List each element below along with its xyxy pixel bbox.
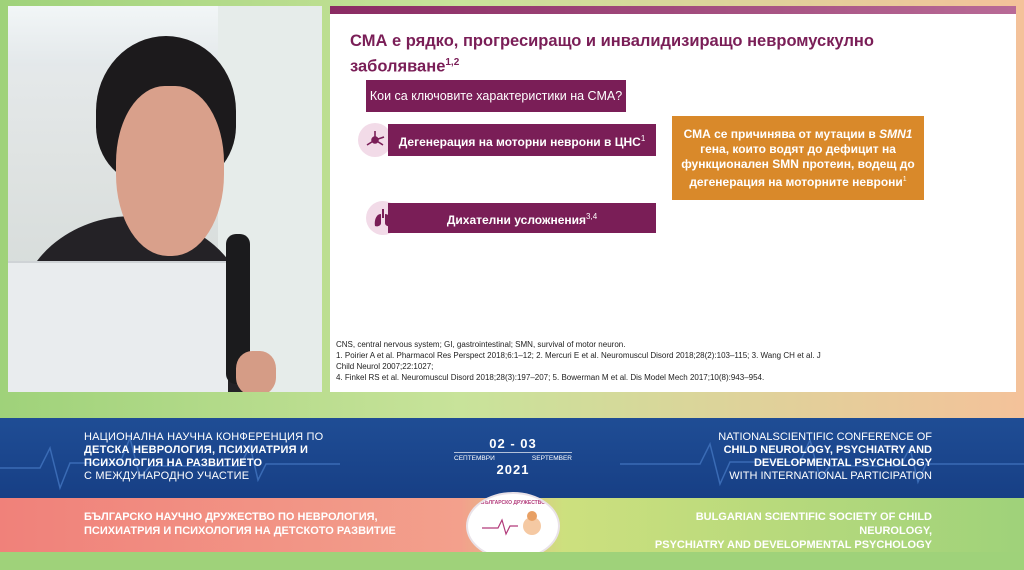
- banner-line: DEVELOPMENTAL PSYCHOLOGY: [753, 457, 932, 469]
- society-name-en: [622, 510, 932, 552]
- bottom-strip: [0, 552, 1024, 570]
- cause-box: [672, 116, 924, 200]
- abbreviations: CNS, central nervous system; GI, gastrointestinal; SMN, survival of motor neuron.: [336, 340, 626, 349]
- reference-line: Child Neurol 2007;22:1027;: [336, 362, 434, 371]
- cause-pre: СМА се причинява от мутации в: [683, 126, 876, 141]
- speaker-video: [8, 6, 322, 392]
- lectern: [8, 261, 228, 392]
- question-box: [366, 80, 626, 112]
- logo-text: БЪЛГАРСКО ДРУЖЕСТВО: [480, 500, 546, 506]
- slide-title-text: СМА е рядко, прогресиращо и инвалидизиращо невромускулно заболяване: [350, 32, 874, 76]
- reference-line: 4. Finkel RS et al. Neuromuscul Disord 2018;28(3):197–207; 5. Bowerman M et al. Dis Model Mech 2017;10(8):943–954.: [336, 373, 765, 382]
- feature1-sup: 1: [640, 133, 646, 143]
- cause-post: гена, които водят до дефицит на функционален SMN протеин, водещ до дегенерация на моторните неврони: [681, 141, 915, 189]
- society-line: PSYCHIATRY AND DEVELOPMENTAL PSYCHOLOGY: [654, 539, 932, 551]
- slide-title: [350, 30, 970, 78]
- feature2-text: Дихателни усложнения: [446, 212, 587, 227]
- reference-line: 1. Poirier A et al. Pharmacol Res Perspect 2018;6:1–12; 2. Mercuri E et al. Neuromuscul Disord 2018;28(2):103–115; 3. Wang CH et al. J: [336, 351, 821, 360]
- conference-name-bg: [84, 431, 323, 483]
- banner-line: WITH INTERNATIONAL PARTICIPATION: [729, 470, 932, 482]
- speaker-face: [116, 86, 224, 256]
- conference-name-en: [678, 431, 932, 483]
- conference-months: [454, 452, 572, 462]
- neuron-icon: [358, 123, 392, 157]
- feature-respiratory: [388, 203, 656, 233]
- month-bg: СЕПТЕМВРИ: [454, 455, 495, 462]
- month-en: SEPTEMBER: [531, 455, 572, 462]
- references: [336, 339, 896, 383]
- speaker-hand: [236, 351, 276, 392]
- cause-gene: SMN1: [879, 126, 913, 141]
- cause-sup: 1: [902, 175, 907, 183]
- society-line: BULGARIAN SCIENTIFIC SOCIETY OF CHILD NEUROLOGY,: [695, 511, 932, 537]
- feature-motor-neuron: [388, 124, 656, 156]
- banner-line: НАЦИОНАЛНА НАУЧНА КОНФЕРЕНЦИЯ ПО: [84, 431, 324, 443]
- slide-top-line: [330, 6, 1016, 14]
- banner-line: С МЕЖДУНАРОДНО УЧАСТИЕ: [84, 470, 250, 482]
- society-logo: [466, 492, 560, 560]
- society-line: ПСИХИАТРИЯ И ПСИХОЛОГИЯ НА ДЕТСКОТО РАЗВИТИЕ: [84, 525, 396, 537]
- presentation-slide: [330, 6, 1016, 392]
- banner-line: CHILD NEUROLOGY, PSYCHIATRY AND: [723, 444, 932, 456]
- question-text: Кои са ключовите характеристики на СМА?: [369, 89, 623, 103]
- conference-dates: 02 - 03: [489, 436, 537, 451]
- banner-line: ДЕТСКА НЕВРОЛОГИЯ, ПСИХИАТРИЯ И: [84, 444, 309, 456]
- title-sup: 1,2: [445, 57, 460, 68]
- feature1-text: Дегенерация на моторни неврони в ЦНС: [398, 134, 641, 149]
- society-name-bg: [84, 510, 396, 538]
- banner-line: ПСИХОЛОГИЯ НА РАЗВИТИЕТО: [84, 457, 263, 469]
- feature2-sup: 3,4: [586, 211, 598, 221]
- society-line: БЪЛГАРСКО НАУЧНО ДРУЖЕСТВО ПО НЕВРОЛОГИЯ,: [84, 511, 378, 523]
- banner-line: NATIONALSCIENTIFIC CONFERENCE OF: [718, 431, 932, 443]
- conference-year: 2021: [496, 462, 530, 477]
